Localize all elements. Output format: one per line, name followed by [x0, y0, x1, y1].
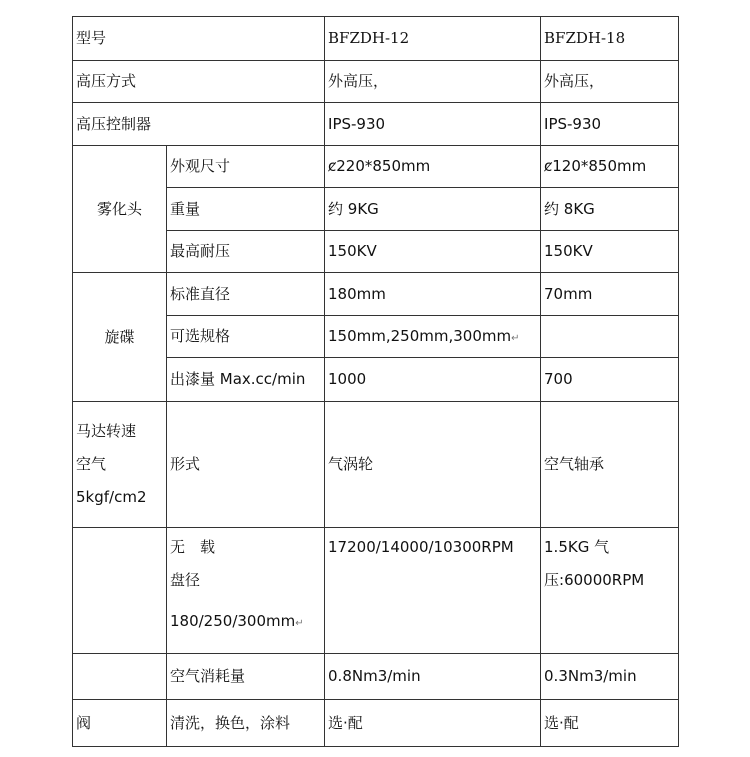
- valve-b: 选·配: [541, 700, 679, 747]
- no-load-b: [541, 528, 679, 654]
- voltage-mode-label: 高压方式: [73, 61, 325, 103]
- std-dia-label: 标准直径: [167, 273, 325, 316]
- model-label: 型号: [73, 17, 325, 61]
- motor-group-line2: 空气: [76, 455, 107, 474]
- no-load-a: 17200/14000/10300RPM: [325, 528, 541, 654]
- max-voltage-label: 最高耐压: [167, 231, 325, 273]
- form-a: 气涡轮: [325, 402, 541, 528]
- output-a: 1000: [325, 358, 541, 402]
- options-label: 可选规格: [167, 316, 325, 358]
- weight-label: 重量: [167, 188, 325, 231]
- dimension-b: ȼ120*850mm: [541, 146, 679, 188]
- table-row-air-use: [73, 654, 679, 700]
- std-dia-b: 70mm: [541, 273, 679, 316]
- no-load-b-line1: 1.5KG 气: [544, 538, 610, 556]
- max-voltage-a: 150KV: [325, 231, 541, 273]
- valve-group-label: 阀: [73, 700, 167, 747]
- form-b: 空气轴承: [541, 402, 679, 528]
- model-b-name: BFZDH-18: [541, 17, 679, 61]
- table-row-controller: [73, 103, 679, 146]
- spec-table: [72, 16, 679, 747]
- weight-b: 约 8KG: [541, 188, 679, 231]
- valve-label: 清洗，换色，涂料: [167, 700, 325, 747]
- air-use-b: 0.3Nm3/min: [541, 654, 679, 700]
- no-load-label-line3: [170, 612, 321, 631]
- valve-a: 选·配: [325, 700, 541, 747]
- voltage-mode-a: 外高压，: [325, 61, 541, 103]
- options-a: [325, 316, 541, 358]
- controller-label: 高压控制器: [73, 103, 325, 146]
- motor-group-label: [73, 402, 167, 528]
- air-use-group-blank: [73, 654, 167, 700]
- weight-a: 约 9KG: [325, 188, 541, 231]
- table-row-header: [73, 17, 679, 61]
- dimension-label: 外观尺寸: [167, 146, 325, 188]
- std-dia-a: 180mm: [325, 273, 541, 316]
- controller-b: IPS-930: [541, 103, 679, 146]
- no-load-b-line2: 压:60000RPM: [544, 570, 645, 589]
- form-label: 形式: [167, 402, 325, 528]
- no-load-label-line1: 无 载: [170, 538, 216, 556]
- table-row-std-dia: [73, 273, 679, 316]
- paragraph-mark: ↵: [511, 333, 520, 345]
- no-load-label: [167, 528, 325, 654]
- table-row-valve: [73, 700, 679, 747]
- no-load-group-blank: [73, 528, 167, 654]
- paragraph-mark: ↵: [295, 617, 304, 629]
- options-a-text: 150mm,250mm,300mm: [328, 327, 512, 346]
- options-b: [541, 316, 679, 358]
- table-row-no-load: [73, 528, 679, 654]
- voltage-mode-b: 外高压，: [541, 61, 679, 103]
- motor-group-line3: 5kgf/cm2: [76, 487, 147, 506]
- max-voltage-b: 150KV: [541, 231, 679, 273]
- air-use-label: 空气消耗量: [167, 654, 325, 700]
- bell-cup-group-label: 旋碟: [73, 273, 167, 402]
- table-row-voltage-mode: [73, 61, 679, 103]
- air-use-a: 0.8Nm3/min: [325, 654, 541, 700]
- model-a-name: BFZDH-12: [325, 17, 541, 61]
- table-row-dimension: [73, 146, 679, 188]
- atomizer-group-label: 雾化头: [73, 146, 167, 273]
- output-label: 出漆量 Max.cc/min: [167, 358, 325, 402]
- no-load-label-line2: 盘径: [170, 570, 201, 589]
- dimension-a: ȼ220*850mm: [325, 146, 541, 188]
- output-b: 700: [541, 358, 679, 402]
- controller-a: IPS-930: [325, 103, 541, 146]
- no-load-label-line3-text: 180/250/300mm: [170, 611, 296, 630]
- table-row-form: [73, 402, 679, 528]
- motor-group-line1: 马达转速: [76, 422, 137, 441]
